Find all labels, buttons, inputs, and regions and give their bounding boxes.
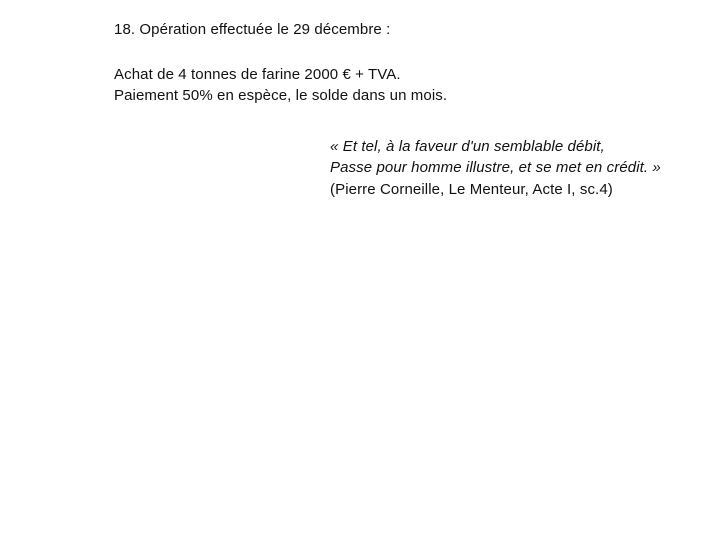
- quote-line-1: « Et tel, à la faveur d'un semblable débit,: [330, 138, 605, 155]
- operation-payment-line: Paiement 50% en espèce, le solde dans un mois.: [114, 87, 448, 104]
- quote-source: (Pierre Corneille, Le Menteur, Acte I, sc.4): [330, 181, 613, 198]
- operation-purchase-line: Achat de 4 tonnes de farine 2000 € + TVA.: [114, 66, 401, 83]
- exercise-heading: 18. Opération effectuée le 29 décembre :: [114, 21, 391, 38]
- quote-line-2: Passe pour homme illustre, et se met en crédit. »: [330, 159, 661, 176]
